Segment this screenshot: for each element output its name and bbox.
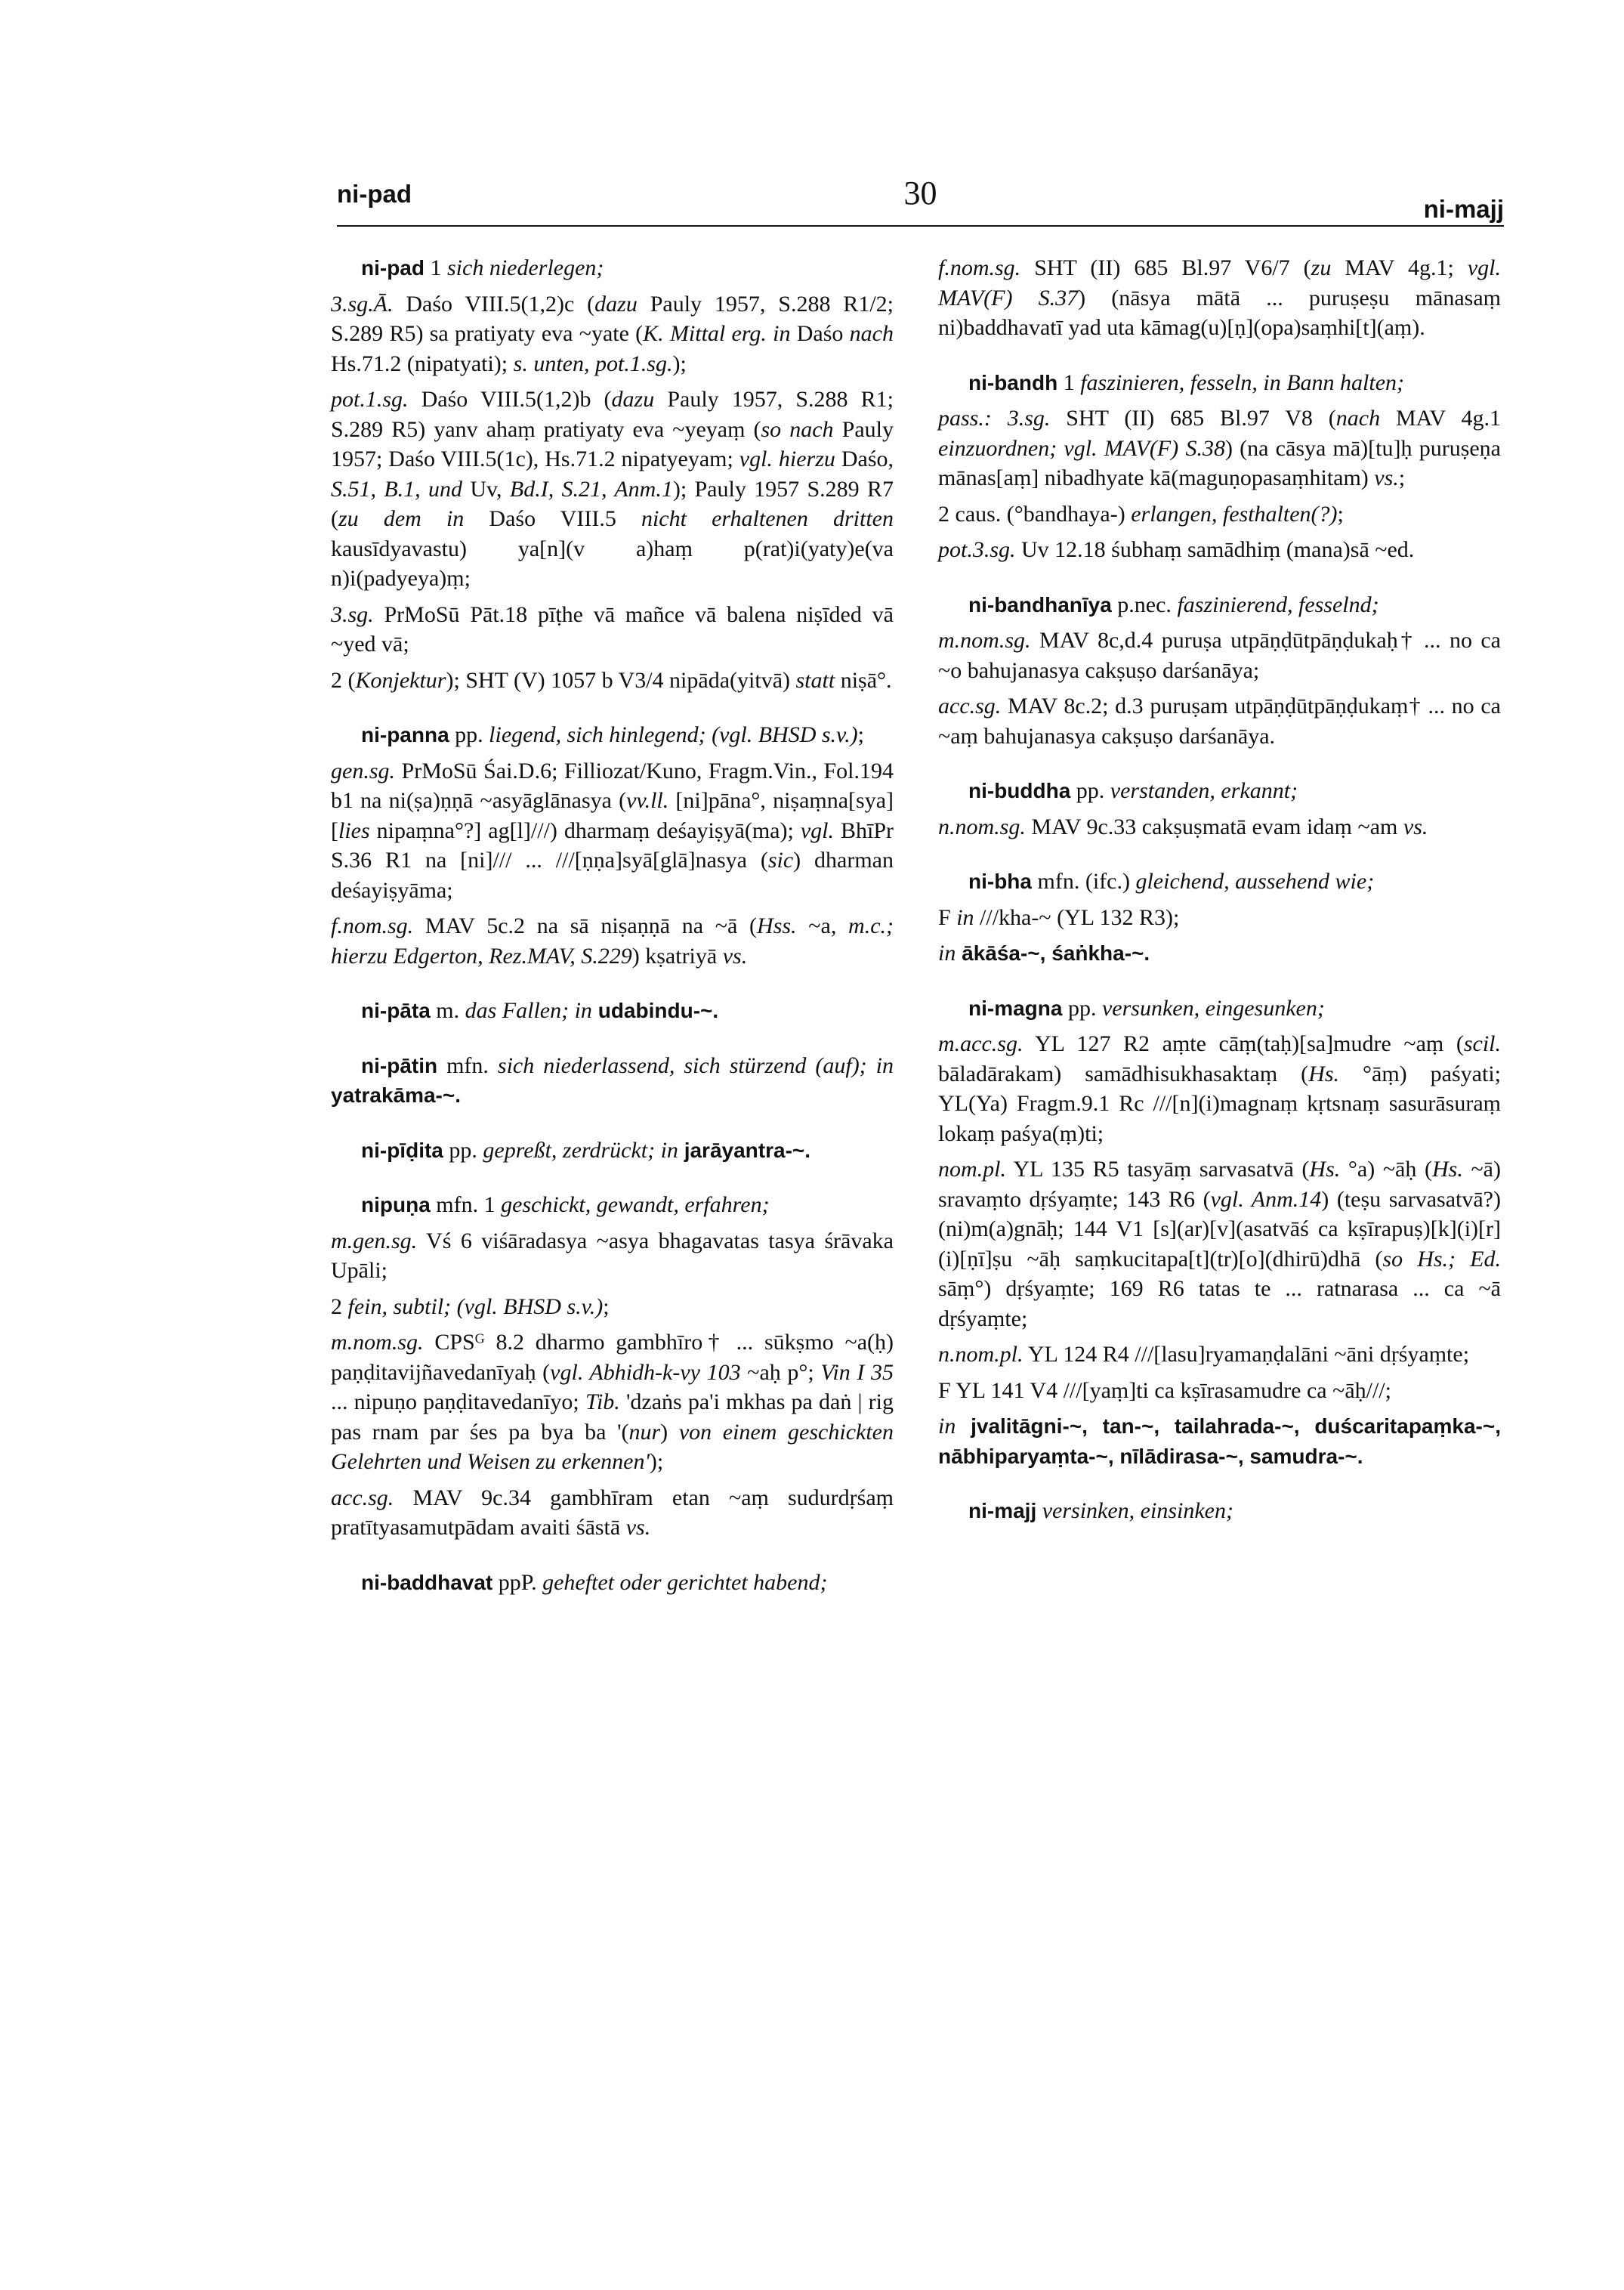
italic-text: nicht erhaltenen dritten <box>641 506 894 531</box>
entry-paragraph <box>938 1411 1501 1471</box>
entry-lemma: nipuṇa <box>361 1193 431 1216</box>
text-run: °a) ~āḥ ( <box>1340 1157 1432 1182</box>
italic-text: zu dem in <box>338 506 465 531</box>
text-run: pp. <box>443 1137 483 1163</box>
dictionary-entry <box>331 1190 894 1543</box>
entry-headline <box>331 1051 894 1111</box>
entry-paragraph <box>331 289 894 379</box>
entry-headline <box>938 994 1501 1024</box>
italic-text: vv.ll. <box>626 788 669 813</box>
italic-text: m.c.; hierzu Edgerton, Rez.MAV, S.229 <box>331 913 894 969</box>
dictionary-entry <box>331 720 894 971</box>
entry-lemma: ni-baddhavat <box>361 1570 493 1594</box>
text-run: MAV 4g.1 <box>1380 406 1501 431</box>
bold-text: jarāyantra-~. <box>678 1138 811 1162</box>
text-run: ... nipuṇo paṇḍitavedanīyo; <box>331 1389 585 1414</box>
italic-text: verstanden, erkannt; <box>1110 778 1298 803</box>
text-run: °āṃ) paśyati; YL(Ya) Fragm.9.1 Rc ///[n](i)magnaṃ kṛtsnaṃ sasurāsuraṃ lokaṃ paśya(ṃ)ti; <box>938 1061 1501 1146</box>
italic-text: Bd.I, S.21, Anm.1 <box>509 476 673 502</box>
italic-text: nach <box>1335 406 1381 431</box>
entry-headline <box>331 720 894 750</box>
dictionary-entry <box>938 867 1501 969</box>
italic-text: Hss. <box>757 913 797 938</box>
dictionary-entry <box>331 1051 894 1111</box>
dictionary-entry <box>331 253 894 695</box>
right-column <box>938 253 1501 1551</box>
bold-text: ākāśa-~, śaṅkha-~. <box>956 941 1150 965</box>
text-run: mfn. 1 <box>430 1192 502 1217</box>
text-run: MAV 5c.2 na sā niṣaṇṇā na ~ā ( <box>413 913 758 938</box>
text-run: Hs.71.2 (nipatyati); <box>331 351 514 376</box>
entry-headline <box>938 1496 1501 1526</box>
italic-text: nach <box>849 321 894 346</box>
text-run: ); SHT (V) 1057 b V3/4 nipāda(yitvā) <box>446 667 796 693</box>
text-run: PrMoSū Pāt.18 pīṭhe vā mañce vā balena niṣīded vā ~yed vā; <box>331 601 894 657</box>
italic-text: vgl. Abhidh-k-vy 103 <box>550 1359 741 1385</box>
entry-paragraph <box>331 1292 894 1322</box>
italic-text: gen.sg. <box>331 758 395 783</box>
italic-text: nur <box>628 1419 661 1445</box>
dictionary-entry <box>938 776 1501 842</box>
text-run: ); <box>649 1449 664 1474</box>
italic-text: in <box>938 1414 956 1439</box>
text-run: ; <box>603 1293 610 1319</box>
italic-text: n.nom.sg. <box>938 814 1026 839</box>
text-run: Uv 12.18 śubhaṃ samādhiṃ (mana)sā ~ed. <box>1015 537 1415 562</box>
italic-text: versunken, eingesunken; <box>1101 995 1325 1021</box>
dictionary-entry <box>938 368 1501 565</box>
entry-lemma: ni-buddha <box>968 779 1071 802</box>
italic-text: m.nom.sg. <box>938 628 1031 653</box>
italic-text: S.51, B.1, und <box>331 476 462 502</box>
text-run: 2 <box>331 1293 348 1319</box>
entry-paragraph <box>331 385 894 594</box>
entry-headline <box>331 253 894 283</box>
italic-text: vs. <box>625 1515 651 1540</box>
text-run: MAV 8c,d.4 puruṣa utpāṇḍūtpāṇḍukaḥ† ... no ca ~o bahujanasya cakṣuṣo darśanāya; <box>938 628 1501 683</box>
italic-text: sich niederlassend, sich stürzend (auf); in <box>497 1052 894 1078</box>
italic-text: das Fallen; in <box>465 998 592 1023</box>
entry-headline <box>938 368 1501 398</box>
text-run: ) (teṣu sarvasatvā?) (ni)m(a)gnāḥ; 144 V1 [s](ar)[v](asatvāś ca kṣīrapuṣ)[k](i)[r](i)[ṇī]ṣu ~āḥ saṃkucitapa[t](tr)[o](dhirū)dhā ( <box>938 1186 1501 1272</box>
text-run: Daśo, <box>835 447 894 471</box>
italic-text: statt <box>795 667 835 693</box>
entry-headline <box>331 1568 894 1598</box>
entry-paragraph <box>938 938 1501 969</box>
text-run: YL 124 R4 ///[lasu]ryamaṇḍalāni ~āni dṛśyaṃte; <box>1023 1342 1470 1367</box>
italic-text: dazu <box>594 291 638 317</box>
bold-text: jvalitāgni-~, tan-~, tailahrada-~, duścaritapaṃka-~, nābhiparyaṃta-~, nīlādirasa-~, samudra-~. <box>938 1414 1501 1468</box>
italic-text: lies <box>338 817 370 843</box>
text-run: ~a, <box>796 913 849 938</box>
entry-paragraph <box>331 1327 894 1477</box>
dictionary-entry <box>938 253 1501 343</box>
text-run: pp. <box>1070 778 1110 803</box>
italic-text: faszinieren, fesseln, in Bann halten; <box>1080 369 1405 395</box>
entry-paragraph <box>331 1483 894 1543</box>
text-run: MAV 8c.2; d.3 puruṣam utpāṇḍūtpāṇḍukaṃ† ... no ca ~aṃ bahujanasya cakṣuṣo darśanāya. <box>938 694 1501 749</box>
italic-text: acc.sg. <box>938 694 1002 719</box>
italic-text: Tib. <box>585 1389 620 1414</box>
text-run: mfn. (ifc.) <box>1032 869 1136 894</box>
entry-paragraph <box>938 535 1501 565</box>
text-run: ~aḥ p°; <box>740 1359 821 1385</box>
text-run: Pauly 1957, S.288 R1; S.289 R5) yanv ahaṃ pratiyaty eva ~yeyaṃ ( <box>331 387 894 442</box>
text-run: p.nec. <box>1111 592 1178 617</box>
entry-lemma: ni-magna <box>968 996 1063 1020</box>
italic-text: sic <box>767 848 794 873</box>
italic-text: nom.pl. <box>938 1157 1006 1182</box>
header-right-catchword: ni-majj <box>1423 195 1504 223</box>
italic-text: pass.: 3.sg. <box>938 406 1051 431</box>
italic-text: geschickt, gewandt, erfahren; <box>501 1192 770 1217</box>
text-run: ///kha-~ (YL 132 R3); <box>974 904 1180 930</box>
italic-text: vs. <box>1374 465 1399 490</box>
italic-text: K. Mittal erg. in <box>643 321 791 346</box>
entry-headline <box>938 867 1501 897</box>
dictionary-entry <box>938 994 1501 1472</box>
entry-lemma: ni-bandhanīya <box>968 592 1112 617</box>
text-run: pp. <box>449 722 489 747</box>
italic-text: gepreßt, zerdrückt; in <box>483 1137 678 1163</box>
text-run: ppP. <box>492 1569 543 1595</box>
italic-text: liegend, sich hinlegend; (vgl. BHSD s.v.) <box>489 722 858 747</box>
text-run: pp. <box>1062 995 1102 1021</box>
italic-text: s. unten, pot.1.sg. <box>513 351 673 376</box>
entry-paragraph <box>938 1029 1501 1148</box>
italic-text: erlangen, festhalten(?) <box>1131 501 1338 527</box>
dictionary-entry <box>938 590 1501 752</box>
italic-text: so Hs.; Ed. <box>1382 1246 1501 1272</box>
italic-text: f.nom.sg. <box>938 255 1021 280</box>
text-run: ) (nāsya mātā ... puruṣeṣu mānasaṃ ni)baddhavatī yad uta kāmag(u)[ṇ](opa)saṃhi[t](aṃ). <box>938 285 1501 340</box>
text-run: 'dzaṅs pa'i mkhas pa daṅ | rig pas rnam par śes pa bya ba '( <box>331 1389 894 1445</box>
text-run: SHT (II) 685 Bl.97 V8 ( <box>1050 406 1336 431</box>
entry-paragraph <box>938 403 1501 493</box>
text-run: CPSᴳ 8.2 dharmo gambhīro† ... sūkṣmo ~a(ḥ) paṇḍitavijñavedanīyaḥ ( <box>331 1330 894 1385</box>
entry-paragraph <box>331 1226 894 1286</box>
italic-text: einzuordnen; vgl. MAV(F) S.38 <box>938 435 1225 461</box>
text-run: 2 ( <box>331 667 356 693</box>
entry-paragraph <box>938 253 1501 343</box>
italic-text: m.gen.sg. <box>331 1228 418 1253</box>
entry-headline <box>331 996 894 1026</box>
entry-paragraph <box>938 1154 1501 1334</box>
italic-text: vgl. Anm.14 <box>1210 1186 1322 1212</box>
text-run: ~ā) sravaṃto dṛśyaṃte; 143 R6 ( <box>938 1157 1501 1212</box>
entry-paragraph <box>331 600 894 660</box>
italic-text: in <box>956 904 974 930</box>
text-run: ) kṣatriyā <box>631 943 723 969</box>
italic-text: vgl. MAV(F) S.37 <box>938 255 1501 311</box>
italic-text: 3.sg. <box>331 601 374 627</box>
italic-text: gleichend, aussehend wie; <box>1135 869 1375 894</box>
text-run: YL 135 R5 tasyāṃ sarvasatvā ( <box>1006 1157 1310 1182</box>
italic-text: so nach <box>761 416 834 442</box>
entry-headline <box>331 1136 894 1166</box>
bold-text: yatrakāma-~. <box>331 1083 462 1107</box>
text-run: bāladārakam) samādhisukhasaktaṃ ( <box>938 1061 1309 1086</box>
text-run: sāṃ°) dṛśyaṃte; 169 R6 tatas te ... ratnarasa ... ca ~ā dṛśyaṃte; <box>938 1276 1501 1331</box>
italic-text: Hs. <box>1308 1061 1340 1086</box>
dictionary-entry <box>331 996 894 1026</box>
entry-lemma: ni-pāta <box>361 999 431 1022</box>
italic-text: vgl. hierzu <box>739 447 835 471</box>
dictionary-entry <box>331 1136 894 1166</box>
text-run: Vś 6 viśāradasya ~asya bhagavatas tasya śrāvaka Upāli; <box>331 1228 894 1283</box>
entry-lemma: ni-majj <box>968 1499 1037 1522</box>
text-run: ); Pauly 1957 S.289 R7 ( <box>331 476 894 531</box>
italic-text: in <box>938 941 956 966</box>
text-run: ); <box>672 351 687 376</box>
italic-text: m.nom.sg. <box>331 1330 424 1355</box>
entry-lemma: ni-pātin <box>361 1053 438 1077</box>
text-run <box>1036 1498 1042 1523</box>
entry-paragraph <box>938 903 1501 933</box>
text-run: Daśo <box>790 321 850 346</box>
entry-headline <box>938 590 1501 620</box>
text-run: MAV 4g.1; <box>1331 255 1468 280</box>
entry-lemma: ni-bha <box>968 870 1032 893</box>
text-run: BhīPr S.36 R1 na [ni]/// ... ///[ṇṇa]syā[glā]nasya ( <box>331 817 894 873</box>
text-run: nipaṃna°?] ag[l]///) dharmaṃ deśayiṣyā(ma); <box>369 817 801 843</box>
italic-text: acc.sg. <box>331 1485 394 1510</box>
italic-text: geheftet oder gerichtet habend; <box>542 1569 828 1595</box>
text-run: kausīdyavastu) ya[n](v a)haṃ p(rat)i(yaty)e(va n)i(padyeya)ṃ; <box>331 536 894 591</box>
text-run: Pauly 1957; Daśo VIII.5(1c), Hs.71.2 nipatyeyam; <box>331 416 894 471</box>
text-run: PrMoSū Śai.D.6; Filliozat/Kuno, Fragm.Vin., Fol.194 b1 na ni(ṣa)ṇṇā ~asyāglānasya ( <box>331 758 894 813</box>
dictionary-entry <box>938 1496 1501 1526</box>
entry-lemma: ni-pīḍita <box>361 1138 443 1162</box>
text-run: ; <box>1337 501 1344 527</box>
text-run: MAV 9c.33 cakṣuṣmatā evam idaṃ ~am <box>1025 814 1403 839</box>
italic-text: pot.1.sg. <box>331 387 409 412</box>
italic-text: vs. <box>722 943 748 969</box>
text-run: 1 <box>1057 369 1081 395</box>
left-column <box>331 253 894 1622</box>
text-run: YL 127 R2 aṃte cāṃ(taḥ)[sa]mudre ~aṃ ( <box>1023 1031 1464 1056</box>
text-run: Daśo VIII.5 <box>464 506 641 531</box>
entry-paragraph <box>938 1376 1501 1406</box>
text-run: F <box>938 904 957 930</box>
italic-text: Vin I 35 <box>820 1359 894 1385</box>
text-run: ) (na cāsya mā)[tu]ḥ puruṣeṇa mānas[aṃ] nibadhyate kā(maguṇopasaṃhitam) <box>938 435 1501 490</box>
bold-text: udabindu-~. <box>591 999 719 1022</box>
text-run: m. <box>430 998 465 1023</box>
page-header <box>337 175 1504 225</box>
italic-text: Hs. <box>1309 1157 1341 1182</box>
text-run: 1 <box>425 255 447 280</box>
italic-text: f.nom.sg. <box>331 913 414 938</box>
italic-text: fein, subtil; (vgl. BHSD s.v.) <box>347 1293 604 1319</box>
entry-paragraph <box>331 911 894 971</box>
italic-text: n.nom.pl. <box>938 1342 1023 1367</box>
text-run: niṣā°. <box>835 667 892 693</box>
text-run: ; <box>857 722 864 747</box>
text-run: Uv, <box>462 476 510 502</box>
entry-lemma: ni-panna <box>361 723 449 746</box>
text-run: mfn. <box>437 1052 498 1078</box>
entry-paragraph <box>331 756 894 906</box>
italic-text: von einem geschickten Gelehrten und Weisen zu erkennen' <box>331 1419 894 1474</box>
text-run: ) <box>660 1419 679 1445</box>
entry-lemma: ni-bandh <box>968 370 1058 394</box>
italic-text: scil. <box>1463 1031 1501 1056</box>
text-run: Daśo VIII.5(1,2)c ( <box>393 291 595 317</box>
entry-paragraph <box>331 666 894 696</box>
text-run: ; <box>1398 465 1406 490</box>
italic-text: vgl. <box>800 817 834 843</box>
italic-text: Konjektur <box>355 667 446 693</box>
text-run: [ni]pāna°, niṣaṃna[sya] [ <box>331 788 894 843</box>
entry-paragraph <box>938 499 1501 530</box>
text-run: SHT (II) 685 Bl.97 V6/7 ( <box>1020 255 1311 280</box>
entry-headline <box>938 776 1501 806</box>
text-run: 2 caus. (°bandhaya-) <box>938 501 1132 527</box>
italic-text: versinken, einsinken; <box>1042 1498 1233 1523</box>
header-left-catchword: ni-pad <box>337 180 412 208</box>
dictionary-entry <box>331 1568 894 1598</box>
italic-text: m.acc.sg. <box>938 1031 1023 1056</box>
entry-lemma: ni-pad <box>361 256 425 280</box>
italic-text: sich niederlegen; <box>447 255 604 280</box>
entry-paragraph <box>938 812 1501 842</box>
page-number: 30 <box>903 175 937 212</box>
italic-text: Hs. <box>1431 1157 1463 1182</box>
italic-text: dazu <box>611 387 655 412</box>
text-run: ) dharman deśayiṣyāma; <box>331 848 894 903</box>
entry-paragraph <box>938 691 1501 751</box>
entry-paragraph <box>938 626 1501 685</box>
text-run: Pauly 1957, S.288 R1/2; S.289 R5) sa pratiyaty eva ~yate ( <box>331 291 894 346</box>
italic-text: 3.sg.Ā. <box>331 291 394 317</box>
entry-headline <box>331 1190 894 1220</box>
italic-text: faszinierend, fesselnd; <box>1177 592 1379 617</box>
text-run: F YL 141 V4 ///[yaṃ]ti ca kṣīrasamudre ca ~āḥ///; <box>938 1377 1391 1403</box>
italic-text: vs. <box>1403 814 1428 839</box>
text-run: MAV 9c.34 gambhīram etan ~aṃ sudurdṛśaṃ pratītyasamutpādam avaiti śāstā <box>331 1485 894 1540</box>
italic-text: pot.3.sg. <box>938 537 1016 562</box>
header-rule <box>337 225 1504 227</box>
italic-text: zu <box>1311 255 1332 280</box>
entry-paragraph <box>938 1340 1501 1370</box>
text-run: Daśo VIII.5(1,2)b ( <box>408 387 612 412</box>
